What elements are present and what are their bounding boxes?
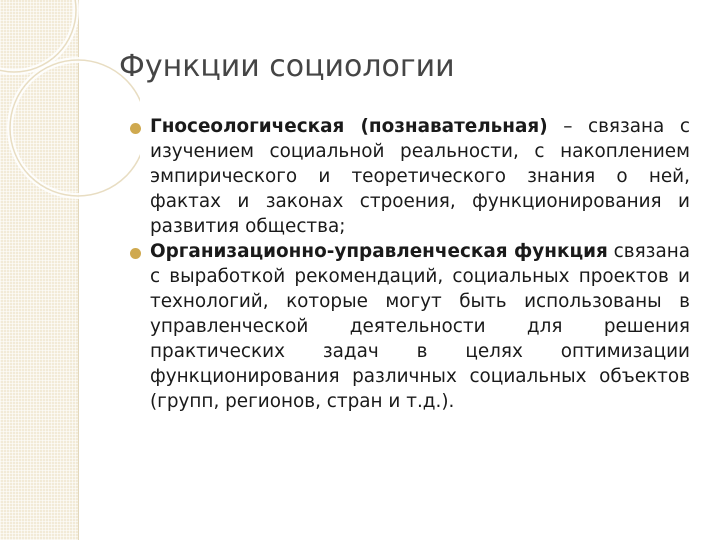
circle-bullet-icon [130, 248, 141, 259]
bullet-item [150, 239, 690, 414]
bullet-body-text: – связана с изучением социальной реальности, с накоплением эмпирического и теоретического знания о ней, фактах и законах строения, функционирования и развития общества; [150, 116, 691, 237]
decorative-rings-icon [0, 0, 140, 240]
slide-title: Функции социологии [119, 49, 455, 84]
circle-bullet-icon [130, 123, 141, 134]
bullet-lead-text: Организационно-управленческая функция [150, 241, 608, 262]
bullet-lead-text: Гносеологическая (познавательная) [150, 116, 548, 137]
bullet-body-text: связана с выработкой рекомендаций, социальных проектов и технологий, которые могут быть использованы в управленческой деятельности для решения практических задач в целях оптимизации функционирования различных социальных объектов (групп, регионов, стран и т.д.). [150, 241, 691, 412]
bullet-list [150, 114, 690, 414]
bullet-item [150, 114, 690, 239]
